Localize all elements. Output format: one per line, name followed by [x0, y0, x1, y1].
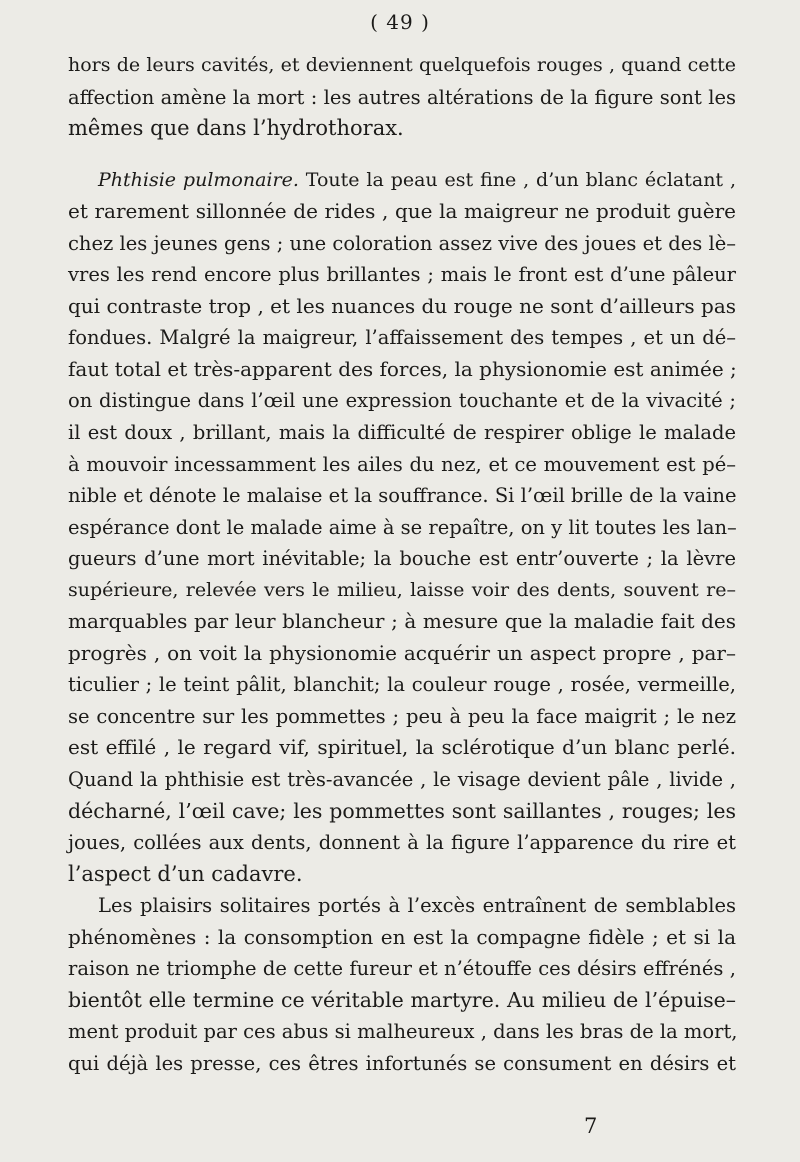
page-number: ( 49 )	[370, 10, 430, 34]
text-line: ticulier ; le teint pâlit, blanchit; la couleur rouge , rosée, vermeille,	[68, 673, 736, 697]
text-line: se concentre sur les pommettes ; peu à peu la face maigrit ; le nez	[68, 704, 736, 728]
text-line: Les plaisirs solitaires portés à l’excès entraînent de semblables	[98, 894, 736, 918]
text-line: progrès , on voit la physionomie acquérir un aspect propre , par–	[68, 640, 736, 665]
text-line: Quand la phthisie est très-avancée , le visage devient pâle , livide ,	[68, 768, 736, 792]
text-line: joues, collées aux dents, donnent à la figure l’apparence du rire et	[68, 831, 736, 855]
text-line: décharné, l’œil cave; les pommettes sont saillantes , rouges; les	[68, 798, 736, 823]
text-line: supérieure, relevée vers le milieu, laisse voir des dents, souvent re–	[68, 578, 736, 601]
signature-mark: 7	[584, 1114, 598, 1138]
text-line: bientôt elle termine ce véritable martyre. Au milieu de l’épuise–	[68, 987, 736, 1012]
text-line: l’aspect d’un cadavre.	[68, 861, 303, 886]
text-line: gueurs d’une mort inévitable; la bouche est entr’ouverte ; la lèvre	[68, 547, 736, 571]
paragraph-phthisie	[68, 165, 736, 891]
text-line: chez les jeunes gens ; une coloration assez vive des joues et des lè–	[68, 231, 736, 255]
paragraph-plaisirs	[68, 890, 736, 1079]
text-line-first	[68, 165, 736, 197]
text-line: on distingue dans l’œil une expression touchante et de la vivacité ;	[68, 389, 736, 413]
text-line: nible et dénote le malaise et la souffrance. Si l’œil brille de la vaine	[68, 484, 737, 508]
text-line: à mouvoir incessamment les ailes du nez, et ce mouvement est pé–	[68, 452, 736, 476]
text-line: qui contraste trop , et les nuances du rouge ne sont d’ailleurs pas	[68, 293, 736, 318]
section-heading: Phthisie pulmonaire.	[98, 168, 299, 191]
text-line: faut total et très-apparent des forces, la physionomie est animée ;	[68, 356, 737, 381]
body-text	[68, 50, 736, 1080]
text-line: est effilé , le regard vif, spirituel, la sclérotique d’un blanc perlé.	[68, 735, 736, 760]
text-line: ment produit par ces abus si malheureux , dans les bras de la mort,	[68, 1020, 738, 1044]
text-line: mêmes que dans l’hydrothorax.	[68, 116, 404, 141]
text-line-rest: Toute la peau est fine , d’un blanc éclatant ,	[298, 168, 736, 191]
text-line: fondues. Malgré la maigreur, l’affaissement des tempes , et un dé–	[68, 326, 736, 350]
text-line: et rarement sillonnée de rides , que la maigreur ne produit guère	[68, 199, 736, 224]
text-line: marquables par leur blancheur ; à mesure que la maladie fait des	[68, 609, 736, 634]
text-line: qui déjà les presse, ces êtres infortunés se consument en désirs et	[68, 1051, 736, 1075]
text-line: vres les rend encore plus brillantes ; mais le front est d’une pâleur	[68, 263, 736, 287]
text-line: hors de leurs cavités, et deviennent quelquefois rouges , quand cette	[68, 54, 736, 76]
text-line: phénomènes : la consomption en est la compagne fidèle ; et si la	[68, 924, 736, 949]
paragraph-gap	[68, 145, 736, 165]
text-line: il est doux , brillant, mais la difficulté de respirer oblige le malade	[68, 421, 736, 445]
paragraph-continuation	[68, 50, 736, 145]
text-line: affection amène la mort : les autres altérations de la figure sont les	[68, 85, 736, 109]
text-line: espérance dont le malade aime à se repaître, on y lit toutes les lan–	[68, 515, 737, 539]
text-line: raison ne triomphe de cette fureur et n’étouffe ces désirs effrénés ,	[68, 957, 736, 981]
